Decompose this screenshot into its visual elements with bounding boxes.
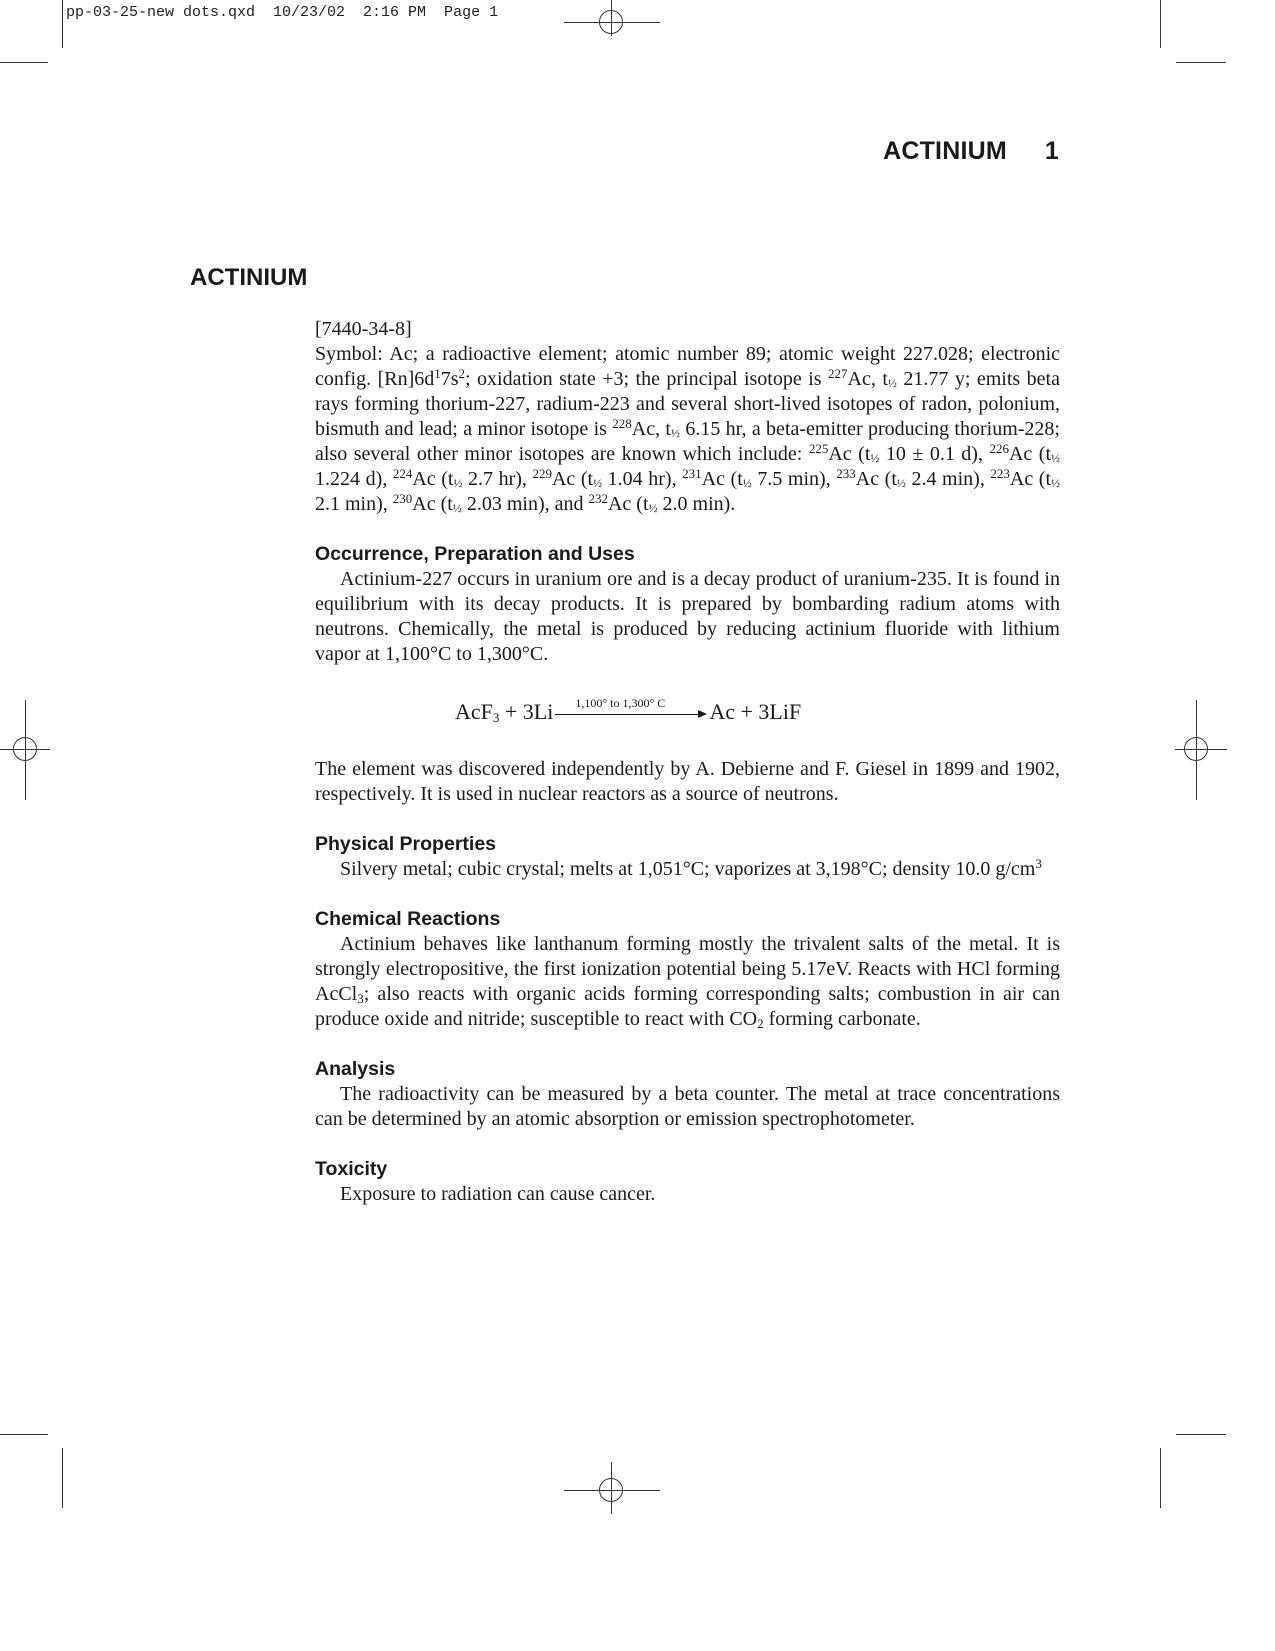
analysis-paragraph: The radioactivity can be measured by a beta counter. The metal at trace concentrations can be determined by an atomic absorption or emission spectrophotometer. — [315, 1083, 1060, 1130]
occurrence-paragraph: Actinium-227 occurs in uranium ore and is a decay product of uranium-235. It is found in equilibrium with its decay products. It is prepared by bombarding radium atoms with neutrons. Chemically, the metal is produced by reducing actinium fluoride with lithium vapor at 1,100°C to 1,300°C. — [315, 568, 1060, 665]
physical-paragraph: Silvery metal; cubic crystal; melts at 1,051°C; vaporizes at 3,198°C; density 10.0 $g/cm^3$ — [340, 856, 1042, 880]
section-heading: Analysis — [315, 1058, 396, 1080]
reaction-condition: 1,100° to 1,300° C — [575, 695, 666, 710]
section-toxicity — [315, 1157, 1060, 1207]
entry-title: ACTINIUM — [190, 264, 308, 291]
crop-mark — [1160, 1448, 1161, 1508]
discovery-paragraph: The element was discovered independently by A. Debierne and F. Giesel in 1899 and 1902, respectively. It is used in nuclear reactors as a source of neutrons. — [315, 758, 1060, 805]
reaction-arrow — [555, 695, 707, 719]
section-heading: Toxicity — [315, 1158, 388, 1180]
running-head — [883, 137, 1059, 166]
section-heading: Chemical Reactions — [315, 908, 501, 930]
registration-circle — [599, 1478, 623, 1502]
crop-mark — [1176, 1434, 1226, 1435]
entry-body — [315, 317, 1060, 1207]
section-heading: Physical Properties — [315, 833, 497, 855]
intro-paragraph: Symbol: Ac; a radioactive element; atomic number 89; atomic weight 227.028; electronic config. $[Rn]6d^17s^2$; oxidation state +3; the principal isotope is $^{227}$Ac, t½ 21.77 y; emits beta rays forming thorium-227, radium-223 and several short-lived isotopes of radon, polonium, bismuth and lead; a minor isotope is $^{228}$Ac, t½ 6.15 hr, a beta-emitter producing thorium-228; also several other minor isotopes are known which include: $^{225}$Ac (t½ 10 ± 0.1 d), $^{226}$Ac (t½ 1.224 d), $^{224}$Ac (t½ 2.7 hr), $^{229}$Ac (t½ 1.04 hr), $^{231}$Ac (t½ 7.5 min), $^{233}$Ac (t½ 2.4 min), $^{223}$Ac (t½ 2.1 min), $^{230}$Ac (t½ 2.03 min), and $^{232}$Ac (t½ 2.0 min). — [315, 343, 1061, 515]
section-heading: Occurrence, Preparation and Uses — [315, 543, 635, 565]
section-occurrence — [315, 542, 1060, 807]
crop-mark — [1176, 62, 1226, 63]
running-head-title: ACTINIUM — [883, 137, 1007, 165]
section-physical — [315, 832, 1060, 882]
print-slug: pp-03-25-new dots.qxd 10/23/02 2:16 PM Page 1 — [66, 4, 499, 21]
crop-mark — [1160, 0, 1161, 48]
crop-mark — [62, 1448, 63, 1508]
toxicity-paragraph: Exposure to radiation can cause cancer. — [340, 1183, 656, 1205]
cas-number: [7440-34-8] — [315, 318, 412, 340]
reaction-equation: AcF$_3$ + 3Li 1,100° to 1,300° C Ac + 3LiF — [315, 667, 1060, 757]
page-number: 1 — [1044, 137, 1059, 165]
crop-mark — [62, 0, 63, 48]
chemical-paragraph: Actinium behaves like lanthanum forming mostly the trivalent salts of the metal. It is strongly electropositive, the first ionization potential being 5.17eV. Reacts with HCl forming AcCl$_3$; also reacts with organic acids forming corresponding salts; combustion in air can produce oxide and nitride; susceptible to react with $CO_2$ forming carbonate. — [315, 933, 1060, 1031]
section-chemical — [315, 907, 1060, 1032]
crop-mark — [0, 1434, 48, 1435]
crop-mark — [0, 62, 48, 63]
registration-circle — [1184, 737, 1208, 761]
registration-circle — [599, 10, 623, 34]
section-analysis — [315, 1057, 1060, 1132]
registration-circle — [13, 737, 37, 761]
